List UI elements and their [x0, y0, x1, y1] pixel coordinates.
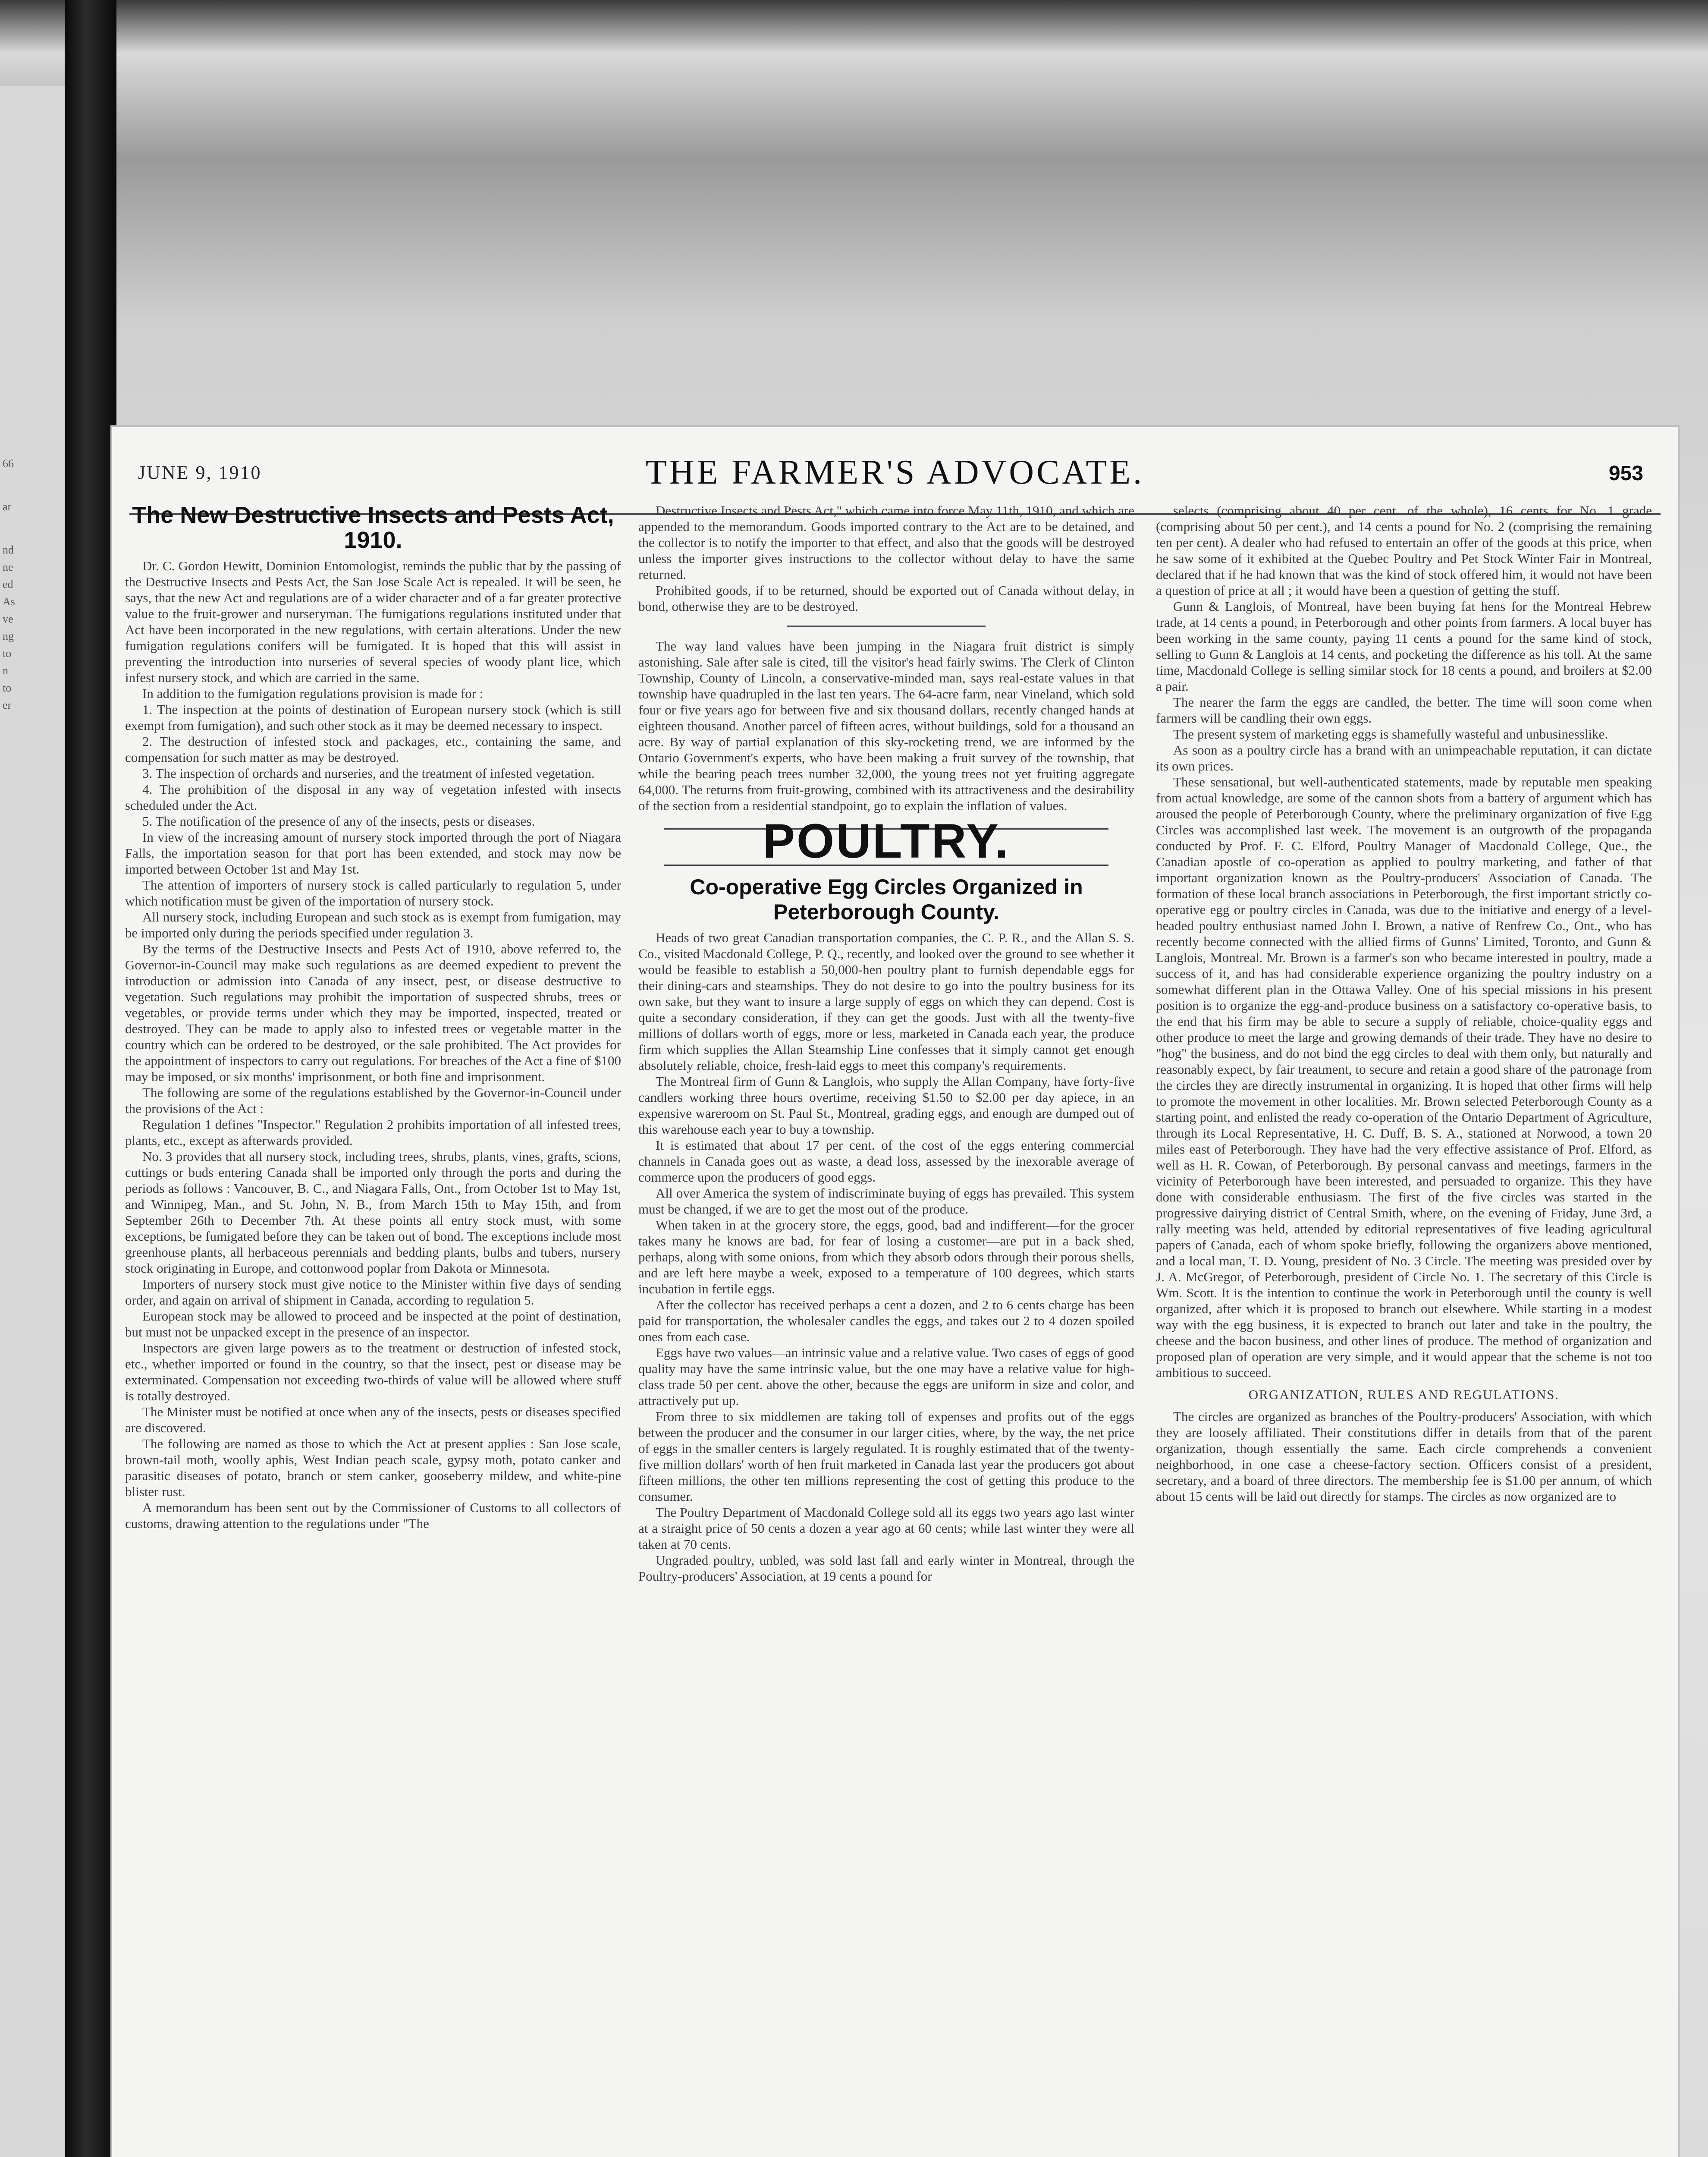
paragraph: 5. The notification of the presence of any of the insects, pests or diseases.: [142, 814, 535, 829]
paragraph: 1. The inspection at the points of destination of European nursery stock (which is still exempt from fumigation), and such other stock as it may be deemed necessary to inspect.: [125, 702, 621, 733]
paragraph: The circles are organized as branches of the Poultry-producers' Association, with which they are loosely affiliated. Their constitutions differ in details from that of the parent organization, though essentially the same. Each circle comprehends a convenient neighborhood, in one case a cheese-factory section. Officers consist of a president, secretary, and a board of three directors. The membership fee is $1.00 per annum, of which about 15 cents will be laid out directly for stamps. The circles as now organized are to: [1156, 1409, 1652, 1504]
paragraph: As soon as a poultry circle has a brand with an unimpeachable reputation, it can dictate its own prices.: [1156, 742, 1652, 774]
paragraph: Importers of nursery stock must give notice to the Minister within five days of sending order, and again on arrival of shipment in Canada, according to regulation 5.: [125, 1277, 621, 1308]
paragraph: All nursery stock, including European and such stock as is exempt from fumigation, may be imported only during the periods specified under regulation 3.: [125, 909, 621, 940]
paragraph: selects (comprising about 40 per cent. of the whole), 16 cents for No. 1 grade (comprising about 50 per cent.), and 14 cents a pound for No. 2 (comprising the remaining ten per cent). A dealer who had refused to entertain an offer of the goods at this price, when he saw some of it exhibited at the Quebec Poultry and Pet Stock Winter Fair in Montreal, declared that if he had known that was the kind of stock offered him, it would not have been a question of price at all ; it would have been a question of getting the stuff.: [1156, 503, 1652, 598]
paragraph: The following are some of the regulations established by the Governor-in-Council under the provisions of the Act :: [125, 1085, 621, 1116]
left-fragment-text: ar: [3, 500, 12, 513]
left-fragment-text: ed: [3, 578, 13, 591]
paragraph: All over America the system of indiscriminate buying of eggs has prevailed. This system must be changed, if we are to get the most out of the produce.: [638, 1185, 1134, 1217]
poultry-section-banner: [664, 814, 1108, 868]
paragraph: Regulation 1 defines "Inspector." Regulation 2 prohibits importation of all infested trees, plants, etc., except as afterwards provided.: [125, 1117, 621, 1148]
paragraph: Inspectors are given large powers as to the treatment or destruction of infested stock, etc., whether imported or found in the country, so that the insect, pest or disease may be exterminated. Compensation not exceeding two-thirds of value will be allowed where stuff is totally destroyed.: [125, 1340, 621, 1403]
left-fragment-text: As: [3, 595, 15, 608]
paragraph: The Minister must be notified at once when any of the insects, pests or diseases specified are discovered.: [125, 1404, 621, 1435]
article-heading-insects-act: The New Destructive Insects and Pests Act, 1910.: [132, 503, 614, 553]
left-fragment-text: ne: [3, 561, 13, 573]
subheading-organization: ORGANIZATION, RULES AND REGULATIONS.: [1248, 1387, 1560, 1402]
paragraph: 3. The inspection of orchards and nurseries, and the treatment of infested vegetation.: [142, 766, 595, 781]
paragraph: It is estimated that about 17 per cent. of the cost of the eggs entering commercial channels in Canada goes out as waste, a dead loss, assessed by the inexorable average of commerce upon the producers of good eggs.: [638, 1138, 1134, 1185]
newspaper-page: [112, 427, 1678, 2157]
paragraph: The attention of importers of nursery stock is called particularly to regulation 5, under which notification must be given of the importation of nursery stock.: [125, 877, 621, 909]
paragraph: A memorandum has been sent out by the Commissioner of Customs to all collectors of customs, drawing attention to the regulations under "The: [125, 1500, 621, 1531]
paragraph: Eggs have two values—an intrinsic value and a relative value. Two cases of eggs of good quality may have the same intrinsic value, but the one may have a relative value for high-class trade 50 per cent. above the other, because the eggs are uniform in size and color, and attractively put up.: [638, 1345, 1134, 1408]
paragraph: Ungraded poultry, unbled, was sold last fall and early winter in Montreal, through the Poultry-producers' Association, at 19 cents a pound for: [638, 1553, 1134, 1584]
paragraph: Heads of two great Canadian transportation companies, the C. P. R., and the Allan S. S. Co., visited Macdonald College, P. Q., recently, and looked over the ground to see whether it would be feasible to establish a 50,000-hen poultry plant to furnish dependable eggs for their dining-cars and steamships. They do not desire to go into the poultry business for its own sake, but they want to insure a large supply of eggs on which they can depend. Cost is quite a secondary consideration, if they can get the goods. Just with all the twenty-five millions of dollars worth of eggs, more or less, marketed in Canada each year, the produce firm which supplies the Allan Steamship Line confesses that it simply cannot get enough absolutely reliable, choice, fresh-laid eggs to meet this company's requirements.: [638, 930, 1134, 1073]
paragraph: Dr. C. Gordon Hewitt, Dominion Entomologist, reminds the public that by the passing of the Destructive Insects and Pests Act, the San Jose Scale Act is repealed. It will be seen, he says, that the new Act and regulations are of a wider character and of a far greater protective value to the fruit-grower and nurseryman. The fumigations regulations instituted under that Act have been incorporated in the new regulations, with certain alterations. Under the new fumigation regulations conifers will be fumigated. It is hoped that this will assist in preventing the introduction into nurseries of several species of woody plant lice, which infest nursery stock, and which are carried in the same.: [125, 558, 621, 685]
paragraph: The Montreal firm of Gunn & Langlois, who supply the Allan Company, have forty-five candlers working three hours overtime, receiving $1.50 to $2.00 per day apiece, in an expensive wareroom on St. Paul St., Montreal, grading eggs, and enough are dumped out of this warehouse each year to buy a township.: [638, 1074, 1134, 1137]
column-1: [125, 503, 621, 2157]
left-fragment-text: nd: [3, 544, 14, 556]
paragraph: In addition to the fumigation regulations provision is made for :: [142, 686, 484, 701]
book-gutter: [65, 0, 116, 2157]
left-fragment-text: to: [3, 647, 12, 660]
paragraph: The following are named as those to which the Act at present applies : San Jose scale, brown-tail moth, woolly aphis, West Indian peach scale, gypsy moth, potato canker and parasitic diseases of potato, branch or stem canker, gooseberry mildew, and white-pine blister rust.: [125, 1436, 621, 1499]
column-3: [1156, 503, 1652, 2157]
article-heading-egg-circles: Co-operative Egg Circles Organized in Peterborough County.: [690, 875, 1083, 924]
paragraph: The Poultry Department of Macdonald College sold all its eggs two years ago last winter at a straight price of 50 cents a dozen a year ago at 60 cents; while last winter they were all taken at 70 cents.: [638, 1505, 1134, 1552]
left-fragment-text: ng: [3, 630, 14, 642]
paragraph: The way land values have been jumping in the Niagara fruit district is simply astonishing. Sale after sale is cited, till the visitor's head fairly swims. The Clerk of Clinton Township, County of Lincoln, a conservative-minded man, says real-estate values in that township have quadrupled in the last ten years. The 64-acre farm, near Vineland, which sold four or five years ago for between five and six thousand dollars, recently changed hands at eighteen thousand. Another parcel of fifteen acres, without buildings, sold for a thousand an acre. By way of partial explanation of this sky-rocketing trend, we are informed by the Ontario Government's experts, who have been making a fruit survey of the township, that while the bearing peach trees number 32,000, the young trees not yet fruiting aggregate 64,000. The returns from fruit-growing, combined with its attractiveness and the desirability of the section from a residential standpoint, go to explain the inflation of values.: [638, 638, 1134, 813]
left-fragment-text: n: [3, 664, 8, 677]
paragraph: European stock may be allowed to proceed and be inspected at the point of destination, but must not be unpacked except in the presence of an inspector.: [125, 1308, 621, 1339]
paragraph: No. 3 provides that all nursery stock, including trees, shrubs, plants, vines, grafts, scions, cuttings or buds entering Canada shall be imported only through the ports and during the periods as follows : Vancouver, B. C., and Niagara Falls, Ont., from October 1st to May 1st, and Winnipeg, Man., and St. John, N. B., from March 15th to May 15th, and from September 26th to December 7th. At these points all entry stock must, with some exceptions, be fumigated before they can be taken out of bond. The exceptions include most greenhouse plants, all herbaceous perennials and bedding plants, bulbs and tubers, nursery stock originating in Europe, and cottonwood poplar from Dakota or Minnesota.: [125, 1149, 621, 1276]
column-2: [638, 503, 1134, 2157]
paragraph: The nearer the farm the eggs are candled, the better. The time will soon come when farmers will be candling their own eggs.: [1156, 695, 1652, 726]
page-header: [112, 453, 1678, 500]
left-fragment-text: to: [3, 682, 12, 694]
left-page-fragment: [0, 86, 71, 2157]
paragraph: Destructive Insects and Pests Act," which came into force May 11th, 1910, and which are appended to the memorandum. Goods imported contrary to the Act are to be detained, and the collector is to notify the importer to that effect, and also that the goods will be destroyed unless the importer gives instructions to the collector without delay to have the same returned.: [638, 503, 1134, 582]
paragraph: These sensational, but well-authenticated statements, made by reputable men speaking from actual knowledge, are some of the cannon shots from a battery of argument which has aroused the people of Peterborough County, where the preliminary organization of five Egg Circles was accomplished last week. The movement is an outgrowth of the propaganda conducted by Prof. F. C. Elford, Poultry Manager of Macdonald College, Que., the Canadian apostle of co-operation as applied to poultry marketing, and father of that important organization known as the Poultry-producers' Association of Canada. The formation of these local branch associations in Peterborough, the first important strictly co-operative egg or poultry circles in Canada, was due to the initiative and energy of a level-headed poultry enthusiast named John I. Brown, a native of Renfrew Co., Ont., who has recently become connected with the allied firms of Gunns' Limited, Toronto, and Gunn & Langlois, Montreal. Mr. Brown is a farmer's son who became interested in poultry, made a success of it, and has had considerable experience organizing the poultry industry on a somewhat different plan in the Ottawa Valley. One of his special missions in his present position is to organize the egg-and-produce business on a satisfactory co-operative basis, to the end that his firm may be able to secure a supply of reliable, choice-quality eggs and other produce to meet the large and growing demands of their trade. They have no desire to "hog" the business, and do not bind the egg circles to deal with them only, but naturally and reasonably expect, by fair treatment, to secure and retain a good share of the patronage from the circles they are directly instrumental in organizing. It is hoped that other firms will help to promote the movement in other localities. Mr. Brown selected Peterborough County as a starting point, and enlisted the ready co-operation of the Ontario Department of Agriculture, through its Local Representative, H. C. Duff, B. S. A., stationed at Norwood, a town 20 miles east of Peterborough. They have had the very effective assistance of Prof. Elford, as well as H. R. Cowan, of Peterborough. By personal canvass and meetings, farmers in the vicinity of Peterborough have been interested, and persuaded to organize. This they have done with considerable enthusiasm. The first of the five circles was started in the progressive dairying district of Central Smith, where, on the evening of Friday, June 3rd, a rally meeting was held, attended by editorial representatives of five leading agricultural papers of Canada, each of whom spoke briefly, following the organizers above mentioned, and a local man, T. D. Young, president of No. 3 Circle. The meeting was presided over by J. A. McGregor, of Peterborough, president of Circle No. 1. The secretary of this Circle is Wm. Scott. It is the intention to continue the work in Peterborough until the county is well organized, after which it is proposed to branch out elsewhere. While starting in a modest way with the egg business, it is expected to branch out later and take in the poultry, the cheese and the bacon business, and other lines of produce. The method of organization and proposed plan of operation are very simple, and it would appear that the scheme is not too ambitious to succeed.: [1156, 774, 1652, 1380]
paragraph: From three to six middlemen are taking toll of expenses and profits out of the eggs between the producer and the consumer in our larger cities, where, by the way, the net price of eggs in the smaller centers is largely regulated. It is roughly estimated that of the twenty-five million dollars' worth of hen fruit marketed in Canada last year the producers got about fifteen millions, the other ten millions representing the cost of getting this produce to the consumer.: [638, 1409, 1134, 1504]
paragraph: In view of the increasing amount of nursery stock imported through the port of Niagara Falls, the importation season for that port has been extended, and stock may now be imported between October 1st and May 1st.: [125, 830, 621, 877]
paragraph: By the terms of the Destructive Insects and Pests Act of 1910, above referred to, the Governor-in-Council may make such regulations as are deemed expedient to prevent the introduction or admission into Canada of any insect, pest, or disease destructive to vegetation. Such regulations may prohibit the importation of suspected shrubs, trees or vegetables, or provide terms under which they may be imported, inspected, treated or destroyed. They can be made to apply also to infested trees or vegetable matter in the country which can be ordered to be destroyed, or the sale prohibited. The Act provides for the appointment of inspectors to carry out regulations. For breaches of the Act a fine of $100 may be imposed, or six months' imprisonment, or both fine and imprisonment.: [125, 941, 621, 1084]
paragraph: After the collector has received perhaps a cent a dozen, and 2 to 6 cents charge has been paid for transportation, the wholesaler candles the eggs, and takes out 2 to 4 dozen spoiled ones from each case.: [638, 1297, 1134, 1344]
paragraph: Gunn & Langlois, of Montreal, have been buying fat hens for the Montreal Hebrew trade, at 14 cents a pound, in Peterborough and other points from farmers. A local buyer has been working in the same county, paying 11 cents a pound for the same kind of stock, selling to Gunn & Langlois at 14 cents, and pocketing the difference as his toll. At the same time, Macdonald College is selling similar stock for 18 cents a pound, and broilers at $2.00 a pair.: [1156, 599, 1652, 694]
article-divider: [787, 626, 986, 627]
paragraph: 2. The destruction of infested stock and packages, etc., containing the same, and compensation for such matter as may be destroyed.: [125, 734, 621, 765]
left-fragment-text: 66: [3, 457, 14, 470]
section-title: POULTRY.: [763, 814, 1010, 868]
page-number: 953: [1608, 462, 1643, 485]
left-fragment-text: er: [3, 699, 12, 711]
masthead-title: THE FARMER'S ADVOCATE.: [645, 453, 1145, 491]
paragraph: Prohibited goods, if to be returned, should be exported out of Canada without delay, in bond, otherwise they are to be destroyed.: [638, 583, 1134, 614]
paragraph: 4. The prohibition of the disposal in any way of vegetation infested with insects scheduled under the Act.: [125, 782, 621, 813]
paragraph: When taken in at the grocery store, the eggs, good, bad and indifferent—for the grocer takes many he knows are bad, for fear of losing a customer—are put in a back shed, perhaps, along with some onions, from which they absorb odors through their porous shells, and are left here maybe a week, exposed to a temperature of 100 degrees, which starts incubation in fertile eggs.: [638, 1217, 1134, 1296]
issue-date: JUNE 9, 1910: [138, 462, 262, 483]
paragraph: The present system of marketing eggs is shamefully wasteful and unbusinesslike.: [1173, 726, 1608, 742]
left-fragment-text: ve: [3, 613, 13, 625]
